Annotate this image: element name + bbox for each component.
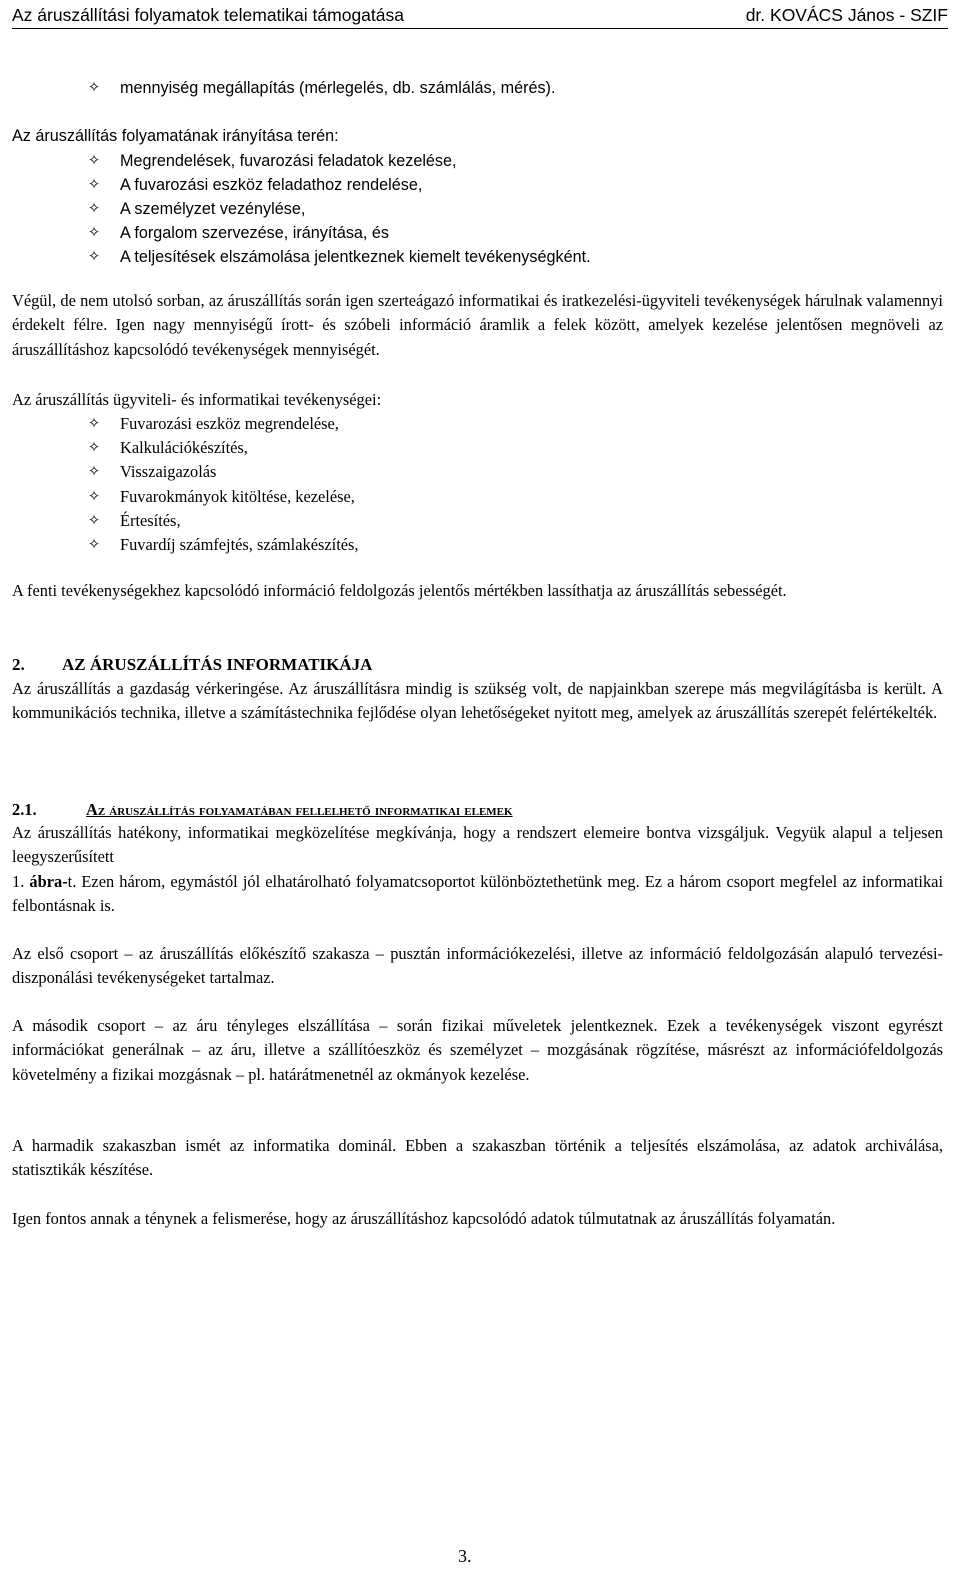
paragraph: Igen fontos annak a ténynek a felismerése, hogy az áruszállításhoz kapcsolódó adatok túlmutatnak az áruszállítás folyamatán. <box>12 1209 836 1228</box>
bullet-icon: ✧ <box>87 489 101 505</box>
paragraph-text: Az áruszállítás hatékony, informatikai megközelítése megkívánja, hogy a rendszert elemeire bontva vizsgáljuk. Vegyük alapul a teljesen leegyszerűsített <box>12 823 943 867</box>
list-item: Visszaigazolás <box>120 462 217 481</box>
paragraph: A fenti tevékenységekhez kapcsolódó információ feldolgozás jelentős mértékben lassíthatja az áruszállítás sebességét. <box>12 581 787 600</box>
figure-reference: ábra- <box>29 871 68 891</box>
bullet-icon: ✧ <box>87 440 101 456</box>
bullet-icon: ✧ <box>87 225 101 241</box>
section-heading <box>12 653 372 677</box>
list-item: A forgalom szervezése, irányítása, és <box>120 224 390 242</box>
subsection-number: 2.1. <box>12 800 37 819</box>
bullet-icon: ✧ <box>87 537 101 553</box>
list-item: Kalkulációkészítés, <box>120 438 248 457</box>
bullet-icon: ✧ <box>87 177 101 193</box>
header-title: Az áruszállítási folyamatok telematikai támogatása <box>12 5 404 25</box>
figure-number: 1. <box>12 871 30 891</box>
section-number: 2. <box>12 655 25 674</box>
bullet-icon: ✧ <box>87 464 101 480</box>
subsection-title: Az áruszállítás folyamatában fellelhető informatikai elemek <box>86 800 513 819</box>
section-title: AZ ÁRUSZÁLLÍTÁS INFORMATIKÁJA <box>62 655 373 674</box>
paragraph: Végül, de nem utolsó sorban, az áruszállítás során igen szerteágazó informatikai és iratkezelési-ügyviteli tevékenységek hárulnak valamennyi érdekelt félre. Igen nagy mennyiségű írott- és szóbeli információ áramlik a felek között, amelyek kezelése jelentősen megnöveli az áruszállításhoz kapcsolódó tevékenységek mennyiségét. <box>12 291 943 359</box>
list-item: A teljesítések elszámolása jelentkeznek kiemelt tevékenységként. <box>120 248 591 266</box>
list-item: A személyzet vezénylése, <box>120 200 306 218</box>
paragraph: Az áruszállítás a gazdaság vérkeringése. Az áruszállításra mindig is szükség volt, de napjainkban szerepe más megvilágításba is került. A kommunikációs technika, illetve a számítástechnika fejlődése olyan lehetőségeket nyitott meg, amelyek az áruszállítás szerepét felértékelték. <box>12 679 943 723</box>
paragraph <box>12 821 943 919</box>
list-item: Fuvarokmányok kitöltése, kezelése, <box>120 487 355 506</box>
bullet-icon: ✧ <box>87 80 101 96</box>
page-number: 3. <box>458 1546 472 1566</box>
list-item: Megrendelések, fuvarozási feladatok kezelése, <box>120 152 457 170</box>
bullet-icon: ✧ <box>87 201 101 217</box>
paragraph: Az első csoport – az áruszállítás előkészítő szakasza – pusztán információkezelési, illetve az információ feldolgozásán alapuló tervezési-diszponálási tevékenységeket tartalmaz. <box>12 944 943 988</box>
list-item: Fuvarozási eszköz megrendelése, <box>120 414 339 433</box>
list-item: A fuvarozási eszköz feladathoz rendelése, <box>120 176 423 194</box>
bullet-icon: ✧ <box>87 513 101 529</box>
bullet-icon: ✧ <box>87 416 101 432</box>
admin-intro: Az áruszállítás ügyviteli- és informatikai tevékenységei: <box>12 390 382 409</box>
list-item: mennyiség megállapítás (mérlegelés, db. számlálás, mérés). <box>120 79 556 97</box>
list-item: Fuvardíj számfejtés, számlakészítés, <box>120 535 359 554</box>
running-header <box>12 4 948 29</box>
header-author: dr. KOVÁCS János - SZIF <box>745 5 948 25</box>
paragraph-text: t. Ezen három, egymástól jól elhatárolható folyamatcsoportot különböztethetünk meg. Ez a három csoport megfelel az informatikai felbontásnak is. <box>12 871 944 916</box>
bullet-icon: ✧ <box>87 153 101 169</box>
control-intro: Az áruszállítás folyamatának irányítása terén: <box>12 127 339 145</box>
paragraph: A második csoport – az áru tényleges elszállítása – során fizikai műveletek jelentkeznek. Ezek a tevékenységek viszont egyrészt információkat generálnak – az áru, illetve a szállítóeszköz és személyzet – mozgásának rögzítése, másrészt az információfeldolgozás követelmény a fizikai mozgásnak – pl. határátmenetnél az okmányok kezelése. <box>12 1016 943 1084</box>
subsection-heading <box>12 798 513 822</box>
list-item: Értesítés, <box>120 511 181 530</box>
paragraph: A harmadik szakaszban ismét az informatika dominál. Ebben a szakaszban történik a teljesítés elszámolása, az adatok archiválása, statisztikák készítése. <box>12 1136 943 1180</box>
bullet-icon: ✧ <box>87 249 101 265</box>
